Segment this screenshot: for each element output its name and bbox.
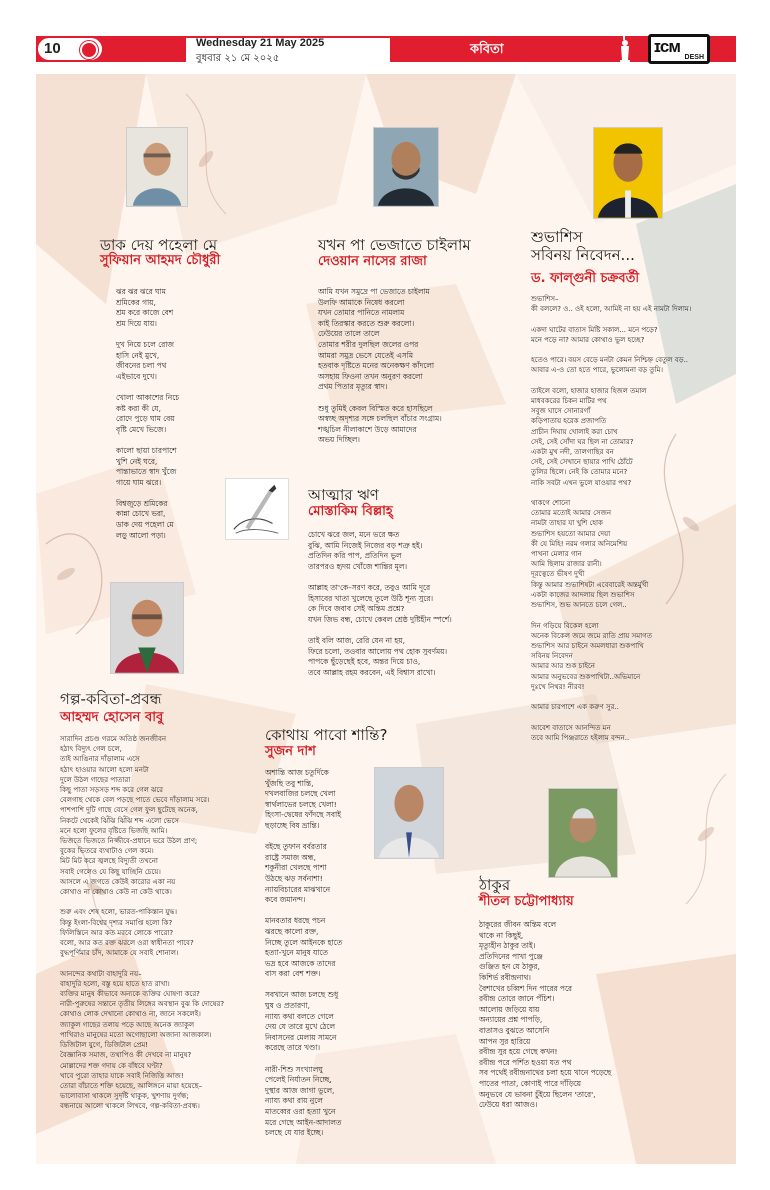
poem-text: ঝর ঝর ঝরে ঘাম শ্রমিকের গায়, শ্রম করে কাজে বেশ শ্রম দিয়ে যায়। দুখ নিয়ে চলে রোজ হাসি নেই মুখে, জীবনের চলা পথ এইভাবে দুখে। খোলা আকাশের নিচে কষ্ট করা কী যে, রোদে পুড়ে ঘাম বেয় বৃষ্টি মেখে ভিজে। কালো ছায়া চারপাশে খুশি নেই ঘরে, পান্তাভাতে স্বাদ খুঁজে গায়ে ঘাম ঝরে। বিশ্বজুড়ে শ্রমিকের কান্না চোখে ভরা, ডাক দেয় পহেলা মে লড়ু আলো পড়া। xyxy=(116,287,180,540)
poem-author: ড. ফাল্গুনী চক্রবর্তী xyxy=(531,271,640,286)
poem-author: সুজন দাশ xyxy=(265,744,316,759)
poem-title: আত্মার ঋণ xyxy=(308,486,379,504)
statue-of-liberty-icon xyxy=(615,32,635,66)
poem-text: শুভাশিস– কী বললে? ও.. ওই হলো, আমিই না হয় এই নামটা দিলাম। একদা ঘাটের বাতাস মিষ্টি সকাল... মনে পড়ে? মনে পড়ে না? আমার কোথাও ভুল হচ্ছে? হতেও পারে। বয়স বেড়ে মনটা কেমন নিশ্চিহ্ন বেতুল বড়.. আবার এ-ও তো হতে পারে, ভুলোমনা বড় তুমি। তাইলে বলো, হাজার হাজার হিজল তমাল মাধবকরের চিকন মাটির পথ সবুজ ঘাসে সোনারগাঁ কড়িপাতায় হরেক প্রজাপতি প্রাচীন দিঘায় খোলাই করা চোখ সেই, সেই সোঁদা ঘর ছিল না তোমার? একটা মুখ নদী, তালগাছির বন সেই, সেই সেখানে ছায়ার পাখি ঠোঁটে তুলির ছিলে। নেই কি তোমার মনে? নাকি সবটা এখন ভুলে যাওয়ার পথ? থাকগে শোনো তোমার মতোই আমার সেজন নামটা তাহার যা খুশি হোক শুভাশিস হয়তো আমার দেয়া কী যে মিহি! নরম গলার অনিমেশিয় পাখনা মেলার গান আমি ছিলাম রাজার রানী। দূরত্বেতে ভীষণ দুখী কিন্তু আমার শুভাশিষটা এবেবারেই অন্তর্মুখী একটা কাজের আদলায় ছিল শুভাশিস শুভাশিস, শুভ আনতে চলে গেল.. দিন গড়িয়ে বিকেল হলো অনেক বিকেল জমে জমে রাতি প্রায় সমাগত শুভাশিস আর চাইনে অমলধারা শুকপাখি সবিনয় নিবেদন আমার আর শুক চাইনে আমার অনুভবের শুকপাখিটা..অভিমানে দুঃখে নিথর! নীরব! আমার চারপাশে এক করুণ সুর.. আবেশ বাতাসে আনন্দিত মন তবে আমি পিঞ্জরাতে হইলাম বন্দন.. xyxy=(531,295,692,742)
author-photo-ahmmad xyxy=(110,582,184,674)
header-dot-icon xyxy=(80,41,98,59)
logo-sub-text: DESH xyxy=(684,54,704,61)
poem-text: চোখে ঝরে জল, মনে ভরে ক্ষত বুঝি, আমি নিজেই নিজের বড় শত্রু হই। প্রতিদিন করি পাপ, প্রতিদিন ভুল তারপরও হৃদয় খোঁজে শান্তির মূল। আল্লাহ তা'কে–সরণ করে, তবুও আমি দূরে হিসাবের খাতা খুলেছে তুলে উঠি শূন্য সুরে। কে দিবে জবাব সেই অন্তিম প্রশ্নে? যখন জিভ বন্ধ, চোখে কেবল শ্রেষ্ঠ দুষ্টিহীন স্পর্শে। তাই বলি আজ, রেরি যেন না হয়, ফিরে চলো, তওবার আলোয় পথ হোক সুবর্ণময়। পাপকে ছুঁড়েছেই হবে, অন্তর দিয়ে চাও, তবে আল্লাহ রহম করবেন, এই বিশ্বাস রাখো। xyxy=(308,530,452,677)
poem-title: ঠাকুর xyxy=(479,876,511,894)
poem-text: আমি যখন সমুদ্রে পা ভেজাতে চাইলাম উলফি আমাকে নিষেধ করলো যখন তোমার পানিতে নামলাম কাই তিরস্কার করতে শুরু করলো। ঢেউয়ের তালে তালে তোমার শরীর দুলছিল জলের ওপর আমরা সমুদ্র ভেসে যেতেই এসমি হতবাক দৃষ্টিতে মনের অনেকক্ষণ কাঁদলো অসহায় ফিওনা তখন অনুরণ করলো প্রথম পিতার মৃত্যুর স্বাদ। শুধু তুমিই কেবল বিস্মিত করে হাসছিলে অস্বচ্ছ অদৃশ্যর সঙ্গে চলছিল বাঁচার সংগ্রাম। শঙ্খচিল নীলাকাশে উড়ে আমাদের অভয় দিচ্ছিল। xyxy=(318,287,442,445)
poem-author: দেওয়ান নাসের রাজা xyxy=(318,254,427,269)
page-number: 10 xyxy=(44,40,61,57)
poem-title: শুভাশিস সবিনয় নিবেদন... xyxy=(531,228,635,264)
poem-text: অশান্তি আজ চতুর্দিকে খুঁজছি তবু শান্তি, দখলবাজির চলছে খেলা স্বার্থলাভের চলছে খেলা! হিংসা-দ্বেষের ফাঁদছে সবাই ছড়াচ্ছে বিষ ভ্রান্তি। বইছে তুফান বর্বরতার রাষ্ট্রে সমাজ অন্ধ, শকুনীরা খেলছে পাশা উঠছে ঝড় সর্বনাশা! ন্যায়বিচারের মাঝখানে কবে জমানন্দ। মানবতার ধরছে পচন ঝরছে কালো রক্ত, নিচ্ছে তুলে আইনকে হাতে হত্যা-খুনে মানুষ যাতে ভদ্র হবে আজকে তাদের বাস করা বেশ শক্ত। সবখানে আজ চলছে শুধু ঘুষ ও প্রতারণা, ন্যায্য কথা বলতে গেলে দেয় যে তারে মুখে ঠেলে নিবাসনের মেলায় সামনে করেছে তারে খণ্ডা। নারী-শিশু সংখ্যালঘু পেলেই নির্যাতন নিচ্ছে, দুস্থার আজ জাগা ভুলে, ন্যায্য কথা রায় নুলে মাতব্বের ওরা হত্যা খুনে মরে গেছে আইন-আদালত চলছে যে যার ইচ্ছে। xyxy=(265,768,343,1138)
poem-title: ডাক দেয় পহেলা মে xyxy=(100,236,218,254)
section-label: কবিতা xyxy=(470,42,504,57)
poem-author: আহম্মদ হোসেন বাবু xyxy=(60,710,164,725)
poem-title: যখন পা ভেজাতে চাইলাম xyxy=(318,236,471,254)
poem-author: সুফিয়ান আহমদ চৌধুরী xyxy=(100,253,221,268)
author-photo-sheetal xyxy=(548,788,618,878)
poem-title: কোথায় পাবো শান্তি? xyxy=(265,726,388,744)
poetry-page xyxy=(36,74,736,1164)
author-photo-sufian xyxy=(126,127,188,207)
author-photo-falguni xyxy=(593,127,663,219)
author-photo-dewan xyxy=(373,127,439,207)
poem-title: গল্প-কবিতা-প্রবন্ধ xyxy=(60,690,162,708)
pen-sketch-illustration xyxy=(225,478,289,540)
page-header xyxy=(0,0,770,66)
logo-main-text: ɪᴄᴍ xyxy=(654,37,680,56)
poem-text: ঠাকুরের জীবন অন্তিম বলে থাকে না কিছুই, মৃত্যুহীন ঠাকুর তাই। প্রতিদিনের পাখা পুঞ্জে গুঞ্জিত হন যে ঠাকুর, কিশির্ভ রবীন্দ্রনাথ। বৈশাখের চব্বিশ দিন পারের পরে রবীন্দ্র তোরে জানে পঁচিশ। আলোয় জড়িয়ে যায় অন্যায়ের প্রশ্ন পাপড়ি, বাতাসও বুঝতে আসেনি আপন সুর হারিয়ে রবীন্দ্র সুর হয়ে গেছে কখন! রবীন্দ্র পরে পর্শিত হওয়া যত পথ সব পথেই রবীন্দ্রনাথের চলা হয়ে খানে পড়েছে পাতের পাতা, কোণাই পারে দাঁড়িয়ে অনুভবে যে ভাবনা চুঁইয়ে ছিলেন 'তারে', ঢেউয়ে ধরা আজও। xyxy=(479,920,612,1110)
author-photo-sujan xyxy=(374,767,444,859)
poem-text: সারাদিন প্রচণ্ড গরমে অতিষ্ঠ জনজীবন হঠাৎ বিদ্যুৎ গেল চলে, তাই আঙিনার দাঁড়ালাম এসে হঠাৎ হাওয়ার আলো হলো মনটা দুলে উঠল গাছের পাতারা কিছু পাতা সড়সড় শব্দ করে গেল ঝরে বেলগাছ থেকে বেল পড়ছে পাতে ভেবে দাঁড়ালাম সরে। পাশপাশি দুটি গাছে বেসে গেল ফুল ছুটেছে অনেক, নিকটে থেকেই ঝিঁঝি ঝিঁঝি শব্দ এলো ভেসে মনে হলো ফুলের বৃষ্টিতে ভিজছি আমি। ভিজতে ভিজতে নিজ্জীবে-প্রধানে ভরে উঠল প্রাণ; বুকের ভিতরে ব্যথাটাও গেল কমে। মিট মিট করে জ্বলছে বিদ্যুতী তখনো সবাই গেলেও যে কিছু যাচ্ছিনি চেয়ে। আসলে এ জগতে কেউই কারোর একা নয় কোথাও না কোথাও কেউ না কেউ থাকে। শুরু এবং শেষ হলো, ভারত-পাকিস্তান যুদ্ধ। কিন্তু ইংলা-বিশ্বের দৃশ্যর সমাপ্তি হলো কি? ফিলিস্তিনে আর কত মরবে লোকে পারো? বলো, আর কত রক্ত ঝরলে ওরা স্বাধীনতা পাবে? বুদ্ধপূর্ণিমার চাঁদ, আমাকে যে সবাই শোনাল। আনন্দের কথাটা বাহাদুরি নয়– বাহাদুরি হলো, বস্তু হয়ে হাতে হাত রাখা। ব্যক্তির মানুষ কীভাবে অন্যকে ব্যক্তির ঘোষণা করে? নারী-পুরুষের সন্তানে তৃতীয় লিঙ্গের অবস্থান বুঝ কি দোষের? কোথাও লোক দেখানো কোথাও না, জানে সকলেই। জ্যাকুল গাছের তলায় পড়ে আছে অনেক জ্যাকুল পাখিরাও মানুষের মতো অগোছালো অজানা আজকাল। ডিজিটাল যুগে, ডিজিটাল প্রেম! বৈজ্ঞানিক সমাজ, তথাপিও কী দেখবে না মানুষ? মোল্লাদের শক্ত গদায় কে বাঁধবে ঘণ্টা? খাবে পুরো তাহার যাকে সবাই নিজিত্তি আজ! তোরা বাঁচাতে শক্তি হয়েছে, আলিঙ্গনে মায়া হয়েছে– ভালোবাসা থাকলে সুদৃষ্টি থাকুক, খুশণায় দুর্গন্ধ; বন্ধনায়ে আলো থাকলে লিখবে, গল্প-কবিতা-প্রবন্ধ। xyxy=(60,735,225,1111)
date-english: Wednesday 21 May 2025 xyxy=(196,37,325,49)
date-bengali: বুধবার ২১ মে ২০২৫ xyxy=(196,53,280,64)
poem-author: শীতল চট্টোপাধ্যায় xyxy=(479,894,574,909)
newspaper-logo xyxy=(648,34,710,64)
poem-author: মোস্তাকিম বিল্লাহ্ xyxy=(308,504,393,519)
